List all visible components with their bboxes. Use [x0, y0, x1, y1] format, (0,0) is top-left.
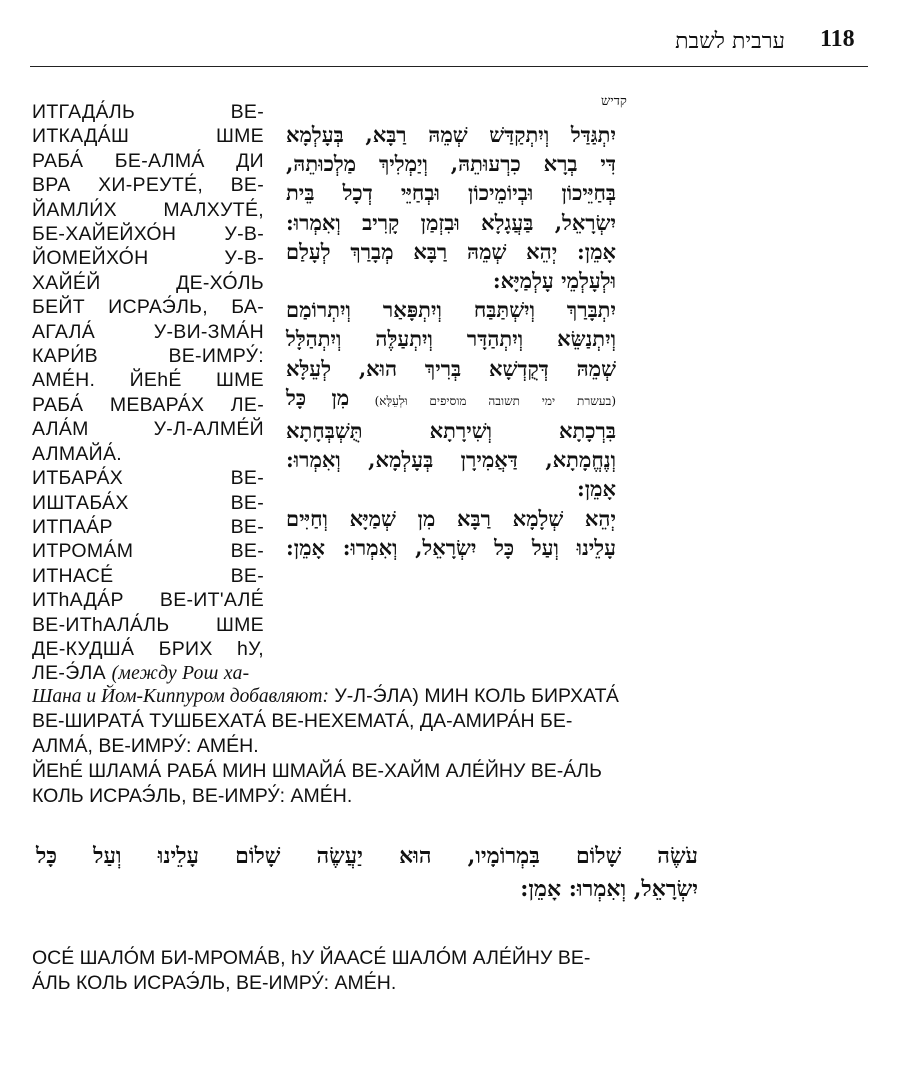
insertion-note-end: Шана и Йом-Киппуром добавляют: — [32, 686, 329, 707]
hebrew-line: וּלְעָלְמֵי עָלְמַיָּא: — [492, 268, 616, 294]
translit-line: ОСЕ́ ШАЛО́М БИ-МРОМА́В, hУ ЙААСЕ́ ШАЛО́М АЛЕ́ЙНУ ВЕ- — [32, 947, 591, 969]
hebrew-line: דִּי בְרָא כִרְעוּתֵהּ, וְיַמְלִיךְ מַלְכוּתֵהּ, — [286, 151, 616, 177]
translit-line: АЛМА́, ВЕ-ИМРУ́: АМЕ́Н. — [32, 735, 259, 757]
translit-line: ЙОМЕЙХО́Н У-В- — [32, 247, 264, 270]
translit-line: ИТhАДА́Р ВЕ-ИТ'АЛЕ́ — [32, 589, 264, 612]
hebrew-line: וְיִתְנַשֵּׂא וְיִתְהַדָּר וְיִתְעַלֶּה וְיִתְהַלָּל — [286, 326, 616, 352]
kaddish-label: קדיש — [601, 94, 627, 109]
translit-line: РАБА́ МЕВАРА́Х ЛЕ- — [32, 393, 264, 416]
translit-line: БЕ-ХАЙЕЙХО́Н У-В- — [32, 223, 264, 246]
translit-line: ЙЕhЕ́ ШЛАМА́ РАБА́ МИН ШМАЙА́ ВЕ-ХАЙМ АЛЕ́ЙНУ ВЕ-А́ЛЬ — [32, 760, 602, 782]
hebrew-line: עֹשֶׂה שָׁלוֹם בִּמְרוֹמָיו, הוּא יַעֲשֶׂה שָׁלוֹם עָלֵינוּ וְעַל כָּל — [36, 843, 698, 869]
translit-line: ИШТАБА́Х ВЕ- — [32, 491, 264, 514]
page-number: 118 — [820, 26, 855, 52]
hebrew-line: שְׁמֵהּ דְּקֻדְשָׁא בְּרִיךְ הוּא, לְעֵלָּא — [286, 355, 616, 381]
translit-line: ИТПАА́Р ВЕ- — [32, 515, 264, 538]
oseh-shalom-transliteration — [32, 946, 702, 996]
hebrew-line: בְּחַיֵּיכוֹן וּבְיוֹמֵיכוֹן וּבְחַיֵּי דְכָל בֵּית — [286, 180, 616, 206]
hebrew-line: אָמֵן: יְהֵא שְׁמֵהּ רַבָּא מְבָרַךְ לְעָלַם — [286, 238, 616, 264]
hebrew-line: וְנֶחֱמָתָא, דַּאֲמִירָן בְּעָלְמָא, וְאִמְרוּ: — [286, 447, 616, 473]
hebrew-line: עָלֵינוּ וְעַל כָּל יִשְׂרָאֵל, וְאִמְרוּ: אָמֵן: — [286, 534, 616, 560]
translit-line: КАРИ́В ВЕ-ИМРУ́: — [32, 345, 264, 368]
translit-line: РАБА́ БЕ-АЛМА́ ДИ — [32, 149, 264, 172]
hebrew-line: יִשְׂרָאֵל, וְאִמְרוּ: אָמֵן: — [520, 876, 698, 902]
kaddish-transliteration-column — [32, 100, 264, 687]
translit-text: У-Л-Э́ЛА) МИН КОЛЬ БИРХАТА́ — [334, 685, 619, 707]
hebrew-line: יִתְגַּדַּל וְיִתְקַדַּשׁ שְׁמֵהּ רַבָּא, בְּעָלְמָא — [286, 122, 616, 147]
translit-line: БЕЙТ ИСРАЭ́ЛЬ, БА- — [32, 296, 264, 319]
hebrew-line: יְהֵא שְׁלָמָא רַבָּא מִן שְׁמַיָּא וְחַיִּים — [286, 505, 616, 531]
kaddish-transliteration-continued — [32, 684, 702, 809]
insertion-note-start: (между Рош ха- — [111, 663, 250, 685]
running-title: ערבית לשבת — [675, 29, 785, 54]
translit-line: ИТНАСЕ́ ВЕ- — [32, 564, 264, 587]
hebrew-line-with-note — [286, 383, 616, 416]
translit-line-with-note — [32, 661, 264, 686]
translit-line: ХАЙЕ́Й ДЕ-ХО́ЛЬ — [32, 271, 264, 294]
translit-line: КОЛЬ ИСРАЭ́ЛЬ, ВЕ-ИМРУ́: АМЕ́Н. — [32, 785, 353, 807]
translit-line: ИТРОМА́М ВЕ- — [32, 540, 264, 563]
translit-line: АГАЛА́ У-ВИ-ЗМА́Н — [32, 320, 264, 343]
translit-line: ИТГАДА́ЛЬ ВЕ- — [32, 101, 264, 123]
hebrew-line: יִשְׂרָאֵל, בַּעֲגָלָא וּבִזְמַן קָרִיב וְאִמְרוּ: — [286, 209, 616, 235]
translit-text: ЛЕ-Э́ЛА — [32, 662, 106, 685]
kaddish-hebrew-column — [286, 120, 616, 562]
hebrew-line: יִתְבָּרַךְ וְיִשְׁתַּבַּח וְיִתְפָּאַר וְיִתְרוֹמַם — [286, 297, 616, 323]
translit-line: ДЕ-КУДША́ БРИХ hУ, — [32, 637, 264, 660]
translit-line: А́ЛЬ КОЛЬ ИСРАЭ́ЛЬ, ВЕ-ИМРУ́: АМЕ́Н. — [32, 972, 397, 994]
translit-line: ВРА ХИ-РЕУТЕ́, ВЕ- — [32, 174, 264, 197]
hebrew-line: אָמֵן: — [576, 476, 616, 502]
translit-line: АЛМАЙА́. — [32, 442, 123, 465]
translit-line-with-note — [32, 684, 702, 709]
translit-line: АМЕ́Н. ЙЕhЕ́ ШМЕ — [32, 369, 264, 392]
header-divider — [30, 66, 868, 67]
translit-line: АЛА́М У-Л-АЛМЕ́Й — [32, 418, 264, 441]
oseh-shalom-hebrew — [36, 840, 698, 906]
hebrew-line: בִּרְכָתָא וְשִׁירָתָא תֻּשְׁבְּחָתָא — [286, 418, 616, 444]
hebrew-text: מִן כָּל — [286, 384, 350, 410]
translit-line: ЙАМЛИ́Х МАЛХУТЕ́, — [32, 198, 264, 221]
translit-line: ВЕ-ИТhАЛА́ЛЬ ШМЕ — [32, 613, 264, 636]
translit-line: ВЕ-ШИРАТА́ ТУШБЕХАТА́ ВЕ-НЕХЕМАТА́, ДА-АМИРА́Н БЕ- — [32, 710, 573, 732]
translit-line: ИТКАДА́Ш ШМЕ — [32, 125, 264, 148]
translit-line: ИТБАРА́Х ВЕ- — [32, 467, 264, 490]
insertion-note-hebrew: (בעשרת ימי תשובה מוסיפים וּלְעֵלָּא) — [374, 393, 617, 408]
